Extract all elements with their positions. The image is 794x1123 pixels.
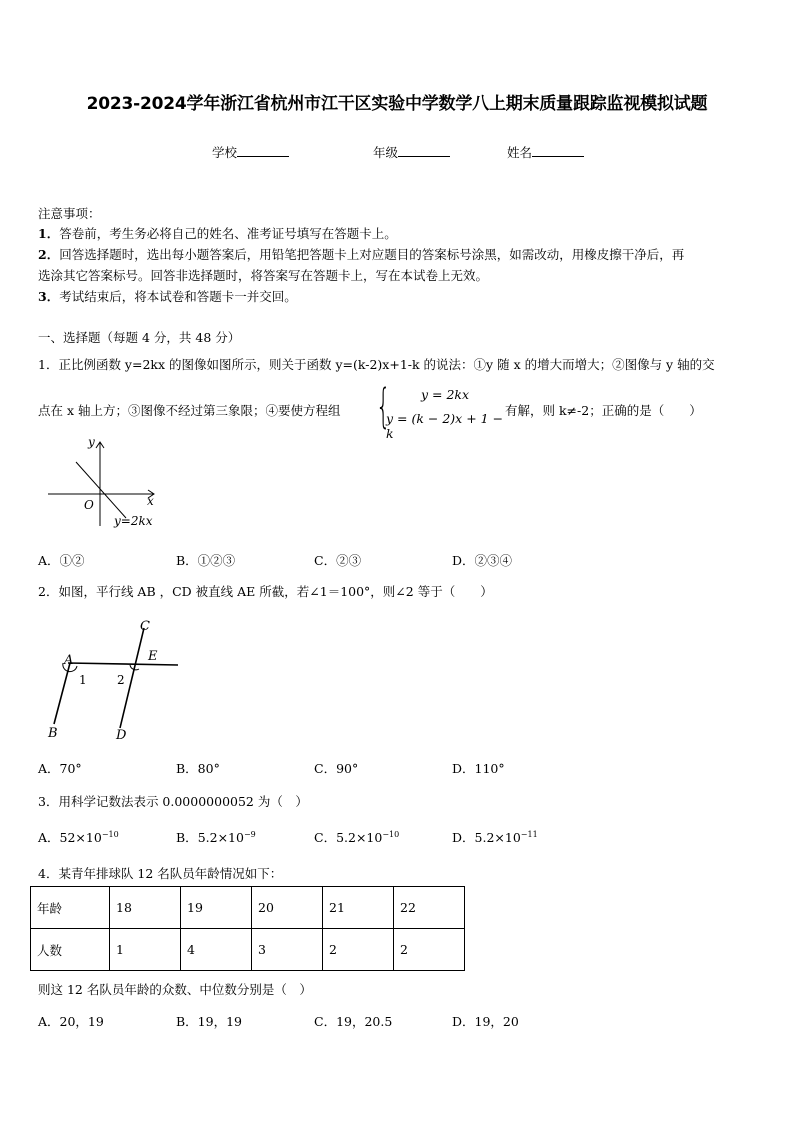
- q2-text: 2．如图，平行线 AB ，CD 被直线 AE 所截，若∠1＝100°，则∠2 等于（ ）: [38, 584, 493, 599]
- q4-question: 则这 12 名队员年龄的众数、中位数分别是（ ）: [38, 982, 312, 997]
- equation-1: y = 2kx: [421, 387, 470, 402]
- q3-option-c[interactable]: C．$5.2\times 10^{-10}$: [314, 829, 400, 845]
- grade-field: [373, 143, 450, 161]
- name-label: 姓名: [507, 145, 533, 160]
- q2-figure: [40, 612, 190, 742]
- q4-option-c[interactable]: C．19，20.5: [314, 1014, 393, 1029]
- table-cell: 19: [181, 887, 252, 929]
- q4-option-d[interactable]: D．19，20: [452, 1014, 519, 1029]
- school-field: [212, 143, 289, 161]
- point-c: C: [140, 619, 150, 634]
- q2-option-d[interactable]: D．110°: [452, 761, 505, 776]
- q1-option-c[interactable]: C．②③: [314, 553, 362, 568]
- line-ae: [68, 663, 178, 665]
- origin-label: O: [84, 498, 94, 512]
- q1-option-b[interactable]: B．①②③: [176, 553, 236, 568]
- point-d: D: [116, 728, 127, 742]
- q1-line2b: 有解，则 k≠-2；正确的是（ ）: [505, 403, 702, 418]
- q3-text: 3．用科学记数法表示 0.0000000052 为（ ）: [38, 794, 308, 809]
- table-cell: 3: [252, 929, 323, 971]
- y-label: y: [88, 435, 95, 449]
- table-cell: 1: [110, 929, 181, 971]
- age-table: [30, 886, 465, 971]
- q4-option-a[interactable]: A．20，19: [38, 1014, 104, 1029]
- note-3: 3．考试结束后，将本试卷和答题卡一并交回。: [38, 289, 297, 304]
- point-e: E: [148, 649, 158, 664]
- q1-option-a[interactable]: A．①②: [38, 553, 85, 568]
- angle-1-label: 1: [79, 673, 87, 687]
- grade-label: 年级: [373, 145, 399, 160]
- q1-option-d[interactable]: D．②③④: [452, 553, 513, 568]
- q1-figure: [40, 434, 170, 534]
- equation-system: [376, 379, 504, 441]
- page-title: 2023-2024学年浙江省杭州市江干区实验中学数学八上期末质量跟踪监视模拟试题: [86, 94, 708, 114]
- line-label: y=2kx: [114, 514, 153, 528]
- point-a: A: [64, 653, 74, 668]
- table-row: [31, 929, 465, 971]
- school-blank: [237, 146, 289, 157]
- angle-2-label: 2: [117, 673, 125, 687]
- table-cell: 年龄: [31, 887, 110, 929]
- table-row: [31, 887, 465, 929]
- equation-2: y = (k − 2)x + 1 − k: [386, 411, 504, 441]
- q2-option-a[interactable]: A．70°: [38, 761, 82, 776]
- note-1: 1．答卷前，考生务必将自己的姓名、准考证号填写在答题卡上。: [38, 226, 397, 241]
- table-cell: 22: [394, 887, 465, 929]
- q3-option-a[interactable]: A．$52\times 10^{-10}$: [38, 829, 119, 845]
- q3-option-b[interactable]: B．$5.2\times 10^{-9}$: [176, 829, 256, 845]
- q4-option-b[interactable]: B．19，19: [176, 1014, 242, 1029]
- line-ab: [54, 663, 70, 724]
- note-2-cont: 选涂其它答案标号。回答非选择题时，将答案写在答题卡上，写在本试卷上无效。: [38, 268, 489, 283]
- name-field: [507, 143, 584, 161]
- table-cell: 人数: [31, 929, 110, 971]
- point-b: B: [48, 726, 58, 741]
- table-cell: 20: [252, 887, 323, 929]
- q3-option-d[interactable]: D．$5.2\times 10^{-11}$: [452, 829, 538, 845]
- q1-line1: 1．正比例函数 y=2kx 的图像如图所示，则关于函数 y=(k-2)x+1-k 的说法：①y 随 x 的增大而增大；②图像与 y 轴的交: [38, 357, 715, 372]
- q1-line2a: 点在 x 轴上方；③图像不经过第三象限；④要使方程组: [38, 403, 341, 418]
- school-label: 学校: [212, 145, 238, 160]
- name-blank: [532, 146, 584, 157]
- table-cell: 18: [110, 887, 181, 929]
- q2-option-b[interactable]: B．80°: [176, 761, 220, 776]
- section-heading: 一、选择题（每题 4 分，共 48 分）: [38, 330, 241, 345]
- table-cell: 2: [323, 929, 394, 971]
- x-label: x: [147, 494, 154, 508]
- note-2: 2．回答选择题时，选出每小题答案后，用铅笔把答题卡上对应题目的答案标号涂黑，如需改动，用橡皮擦干净后，再: [38, 247, 685, 262]
- table-cell: 4: [181, 929, 252, 971]
- table-cell: 21: [323, 887, 394, 929]
- q2-option-c[interactable]: C．90°: [314, 761, 359, 776]
- q4-text: 4．某青年排球队 12 名队员年龄情况如下：: [38, 866, 283, 881]
- grade-blank: [398, 146, 450, 157]
- table-cell: 2: [394, 929, 465, 971]
- notes-heading: 注意事项：: [38, 206, 101, 221]
- brace-symbol: {: [376, 379, 391, 433]
